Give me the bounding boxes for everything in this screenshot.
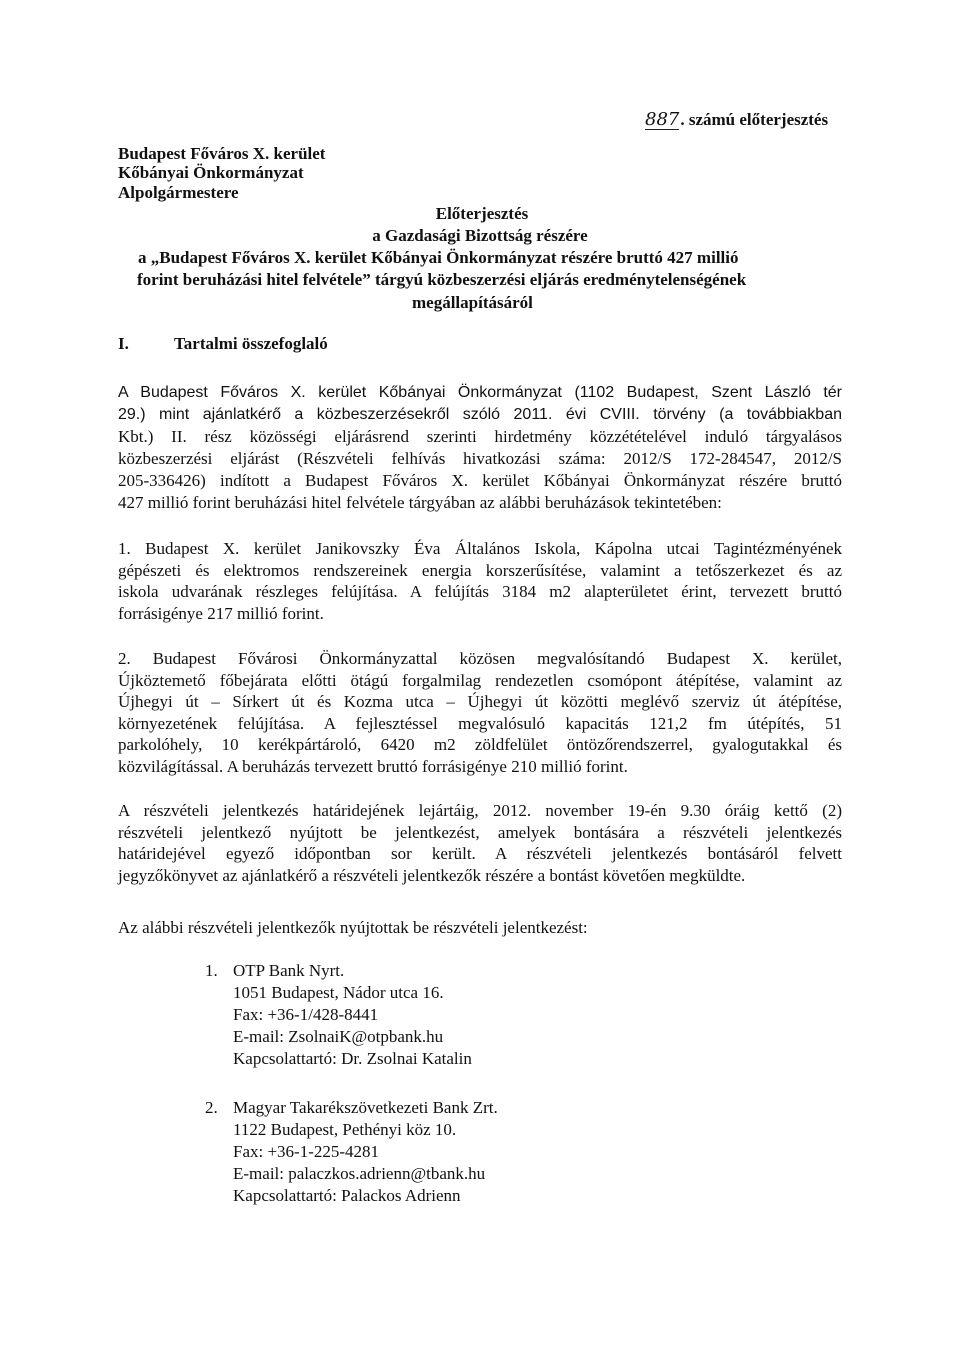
paragraph-line: forrásigénye 217 millió forint. — [118, 603, 324, 623]
bidder-address: 1051 Budapest, Nádor utca 16. — [233, 983, 444, 1002]
title-line-2: a Gazdasági Bizottság részére — [372, 226, 588, 245]
paragraph-line: 29.) mint ajánlatkérő a közbeszerzésekről szóló 2011. évi CVIII. törvény (a továbbiakban — [118, 406, 842, 423]
paragraph-project-1 — [118, 538, 842, 624]
title-line-1: Előterjesztés — [435, 204, 529, 223]
bidder-contact: Kapcsolattartó: Palackos Adrienn — [233, 1186, 461, 1205]
bidder-details — [233, 960, 472, 1070]
handwritten-number: 887 — [645, 109, 680, 130]
paragraph-line: környezetének felújítása. A fejlesztéssel megvalósuló kapacitás 121,2 fm útépítés, 51 — [118, 713, 842, 733]
bidder-email: E-mail: ZsolnaiK@otpbank.hu — [233, 1027, 444, 1046]
section-title: Tartalmi összefoglaló — [174, 334, 328, 353]
paragraph-line: A Budapest Főváros X. kerület Kőbányai Önkormányzat (1102 Budapest, Szent László tér — [118, 384, 842, 401]
bidder-fax: Fax: +36-1-225-4281 — [233, 1142, 380, 1161]
paragraph-line: 2. Budapest Fővárosi Önkormányzattal közösen megvalósítandó Budapest X. kerület, — [118, 649, 842, 668]
paragraph-bidders-intro — [118, 917, 842, 939]
paragraph-line: közbeszerzési eljárást (Részvételi felhívás hivatkozási száma: 2012/S 172-284547, 2012/S — [118, 449, 842, 468]
bidder-details — [233, 1097, 498, 1207]
paragraph-line: Az alábbi részvételi jelentkezők nyújtottak be részvételi jelentkezést: — [118, 918, 588, 937]
bidder-address: 1122 Budapest, Pethényi köz 10. — [233, 1120, 457, 1139]
org-name-line-1: Budapest Főváros X. kerület — [118, 144, 326, 163]
proposal-number-label: . számú előterjesztés — [680, 110, 829, 129]
bidder-number: 2. — [205, 1098, 218, 1117]
section-number: I. — [118, 334, 129, 353]
paragraph-line: közvilágítással. A beruházás tervezett bruttó forrásigénye 210 millió forint. — [118, 756, 628, 776]
paragraph-line: parkolóhely, 10 kerékpártároló, 6420 m2 zöldfelület öntözőrendszerrel, gyalogutakkal és — [118, 735, 842, 754]
paragraph-project-2 — [118, 648, 842, 777]
paragraph-line: határidejével egyező időpontban sor került. A részvételi jelentkezés bontásáról felvett — [118, 844, 842, 863]
org-name-line-3: Alpolgármestere — [118, 183, 239, 202]
paragraph-line: iskola udvarának részleges felújítása. A felújítás 3184 m2 alapterületet érint, tervezett bruttó — [118, 582, 842, 601]
paragraph-line: Újhegyi út – Sírkert út és Kozma utca – Újhegyi út közötti meglévő szerviz út átépítése, — [118, 692, 842, 711]
bidder-fax: Fax: +36-1/428-8441 — [233, 1005, 379, 1024]
paragraph-line: 205-336426) indított a Budapest Főváros X. kerület Kőbányai Önkormányzat részére bruttó — [118, 471, 842, 490]
paragraph-line: jegyzőkönyvet az ajánlatkérő a részvételi jelentkezők részére a bontást követően megküldte. — [118, 865, 746, 885]
section-heading — [118, 334, 328, 354]
paragraph-line: 1. Budapest X. kerület Janikovszky Éva Általános Iskola, Kápolna utcai Tagintézményének — [118, 539, 842, 558]
paragraph-line: A részvételi jelentkezés határidejének lejártáig, 2012. november 19-én 9.30 óráig kettő (2) — [118, 801, 842, 820]
paragraph-line: gépészeti és elektromos rendszereinek energia korszerűsítése, valamint a tetőszerkezet és az — [118, 560, 842, 580]
bidder-number: 1. — [205, 961, 218, 980]
bidder-name: OTP Bank Nyrt. — [233, 961, 345, 980]
proposal-number — [645, 110, 828, 130]
title-line-5: megállapításáról — [412, 293, 533, 312]
paragraph-intro — [118, 382, 842, 514]
org-name-line-2: Kőbányai Önkormányzat — [118, 163, 304, 182]
bidder-email: E-mail: palaczkos.adrienn@tbank.hu — [233, 1164, 486, 1183]
bidder-contact: Kapcsolattartó: Dr. Zsolnai Katalin — [233, 1049, 472, 1068]
bidder-name: Magyar Takarékszövetkezeti Bank Zrt. — [233, 1098, 498, 1117]
paragraph-line: Újköztemető főbejárata előtti ötágú forgalmilag rendezetlen csomópont átépítése, valamint az — [118, 670, 842, 690]
paragraph-line: részvételi jelentkező nyújtott be jelentkezést, amelyek bontására a részvételi jelentkezés — [118, 822, 842, 842]
paragraph-line: Kbt.) II. rész közösségi eljárásrend szerinti hirdetmény közzétételével induló tárgyalásos — [118, 427, 842, 446]
paragraph-deadline — [118, 800, 842, 886]
paragraph-line: 427 millió forint beruházási hitel felvétele tárgyában az alábbi beruházások tekintetében: — [118, 493, 722, 512]
title-line-4: forint beruházási hitel felvétele” tárgyú közbeszerzési eljárás eredménytelenségének — [137, 270, 747, 289]
title-line-3: a „Budapest Főváros X. kerület Kőbányai Önkormányzat részére bruttó 427 millió — [138, 248, 739, 267]
